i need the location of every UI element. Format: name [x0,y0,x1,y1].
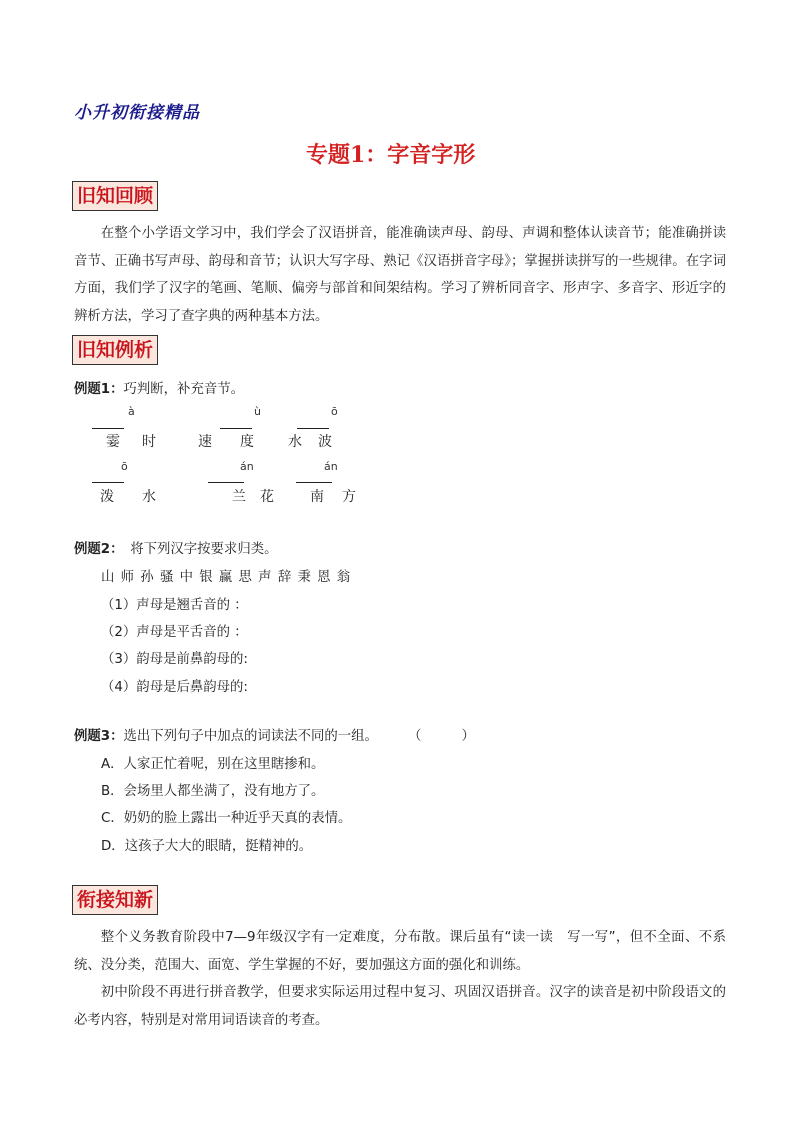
bridge-paragraph-1: 整个义务教育阶段中7—9年级汉字有一定难度，分布散。课后虽有“读一读 写一写”，但不全面、不系统、没分类，范围大、面宽、学生掌握的不好，要加强这方面的强化和训练。 [74,930,726,973]
pinyin-text: à [128,405,135,418]
pinyin-text: ō [331,405,338,418]
example3-option: D．这孩子大大的眼睛，挺精神的。 [101,839,313,854]
example3-option: C．奶奶的脸上露出一种近乎天真的表情。 [101,811,352,826]
section-heading-examples: 旧知例析 [72,335,158,365]
example3-prompt: 选出下列句子中加点的词读法不同的一组。 [123,729,378,744]
hanzi: 度 [240,434,254,450]
hanzi: 水 [142,489,156,505]
review-paragraph: 在整个小学语文学习中，我们学会了汉语拼音，能准确读声母、韵母、声调和整体认读音节；能准确拼读音节、正确书写声母、韵母和音节；认识大写字母、熟记《汉语拼音字母》；掌握拼读拼写的一些规律。在字词方面，我们学了汉字的笔画、笔顺、偏旁与部首和间架结构。学习了辨析同音字、形声字、多音字、形近字的辨析方法，学习了查字典的两种基本方法。 [74,226,726,324]
example1-label: 例题1： [74,382,124,397]
example3-label: 例题3： [74,729,124,744]
hanzi: 霎 [106,434,120,450]
hanzi: 时 [142,434,156,450]
section-heading-bridge: 衔接知新 [72,885,158,915]
pinyin-blank [208,482,244,483]
example3 [74,725,378,744]
hanzi: 速 [198,434,212,450]
example2-item: （4）韵母是后鼻韵母的: [101,680,248,695]
example2 [74,538,278,557]
hanzi: 兰 [232,489,246,505]
pinyin-blank [92,482,124,483]
example2-item: （3）韵母是前鼻韵母的: [101,652,248,667]
hanzi: 水 [288,434,302,450]
example3-option: B．会场里人都坐满了，没有地方了。 [101,784,325,799]
pinyin-blank [296,482,332,483]
example2-item: （2）声母是平舌音的 ： [101,625,248,640]
example1-prompt: 巧判断，补充音节。 [123,382,245,397]
hanzi: 泼 [100,489,114,505]
example2-prompt: 将下列汉字按要求归类。 [130,542,278,557]
pinyin-text: ù [254,405,261,418]
hanzi: 波 [318,434,332,450]
hanzi: 南 [310,489,324,505]
section-heading-review: 旧知回顾 [72,181,158,211]
document-title: 专题1：字音字形 [306,142,476,168]
example2-label: 例题2： [74,542,124,557]
pinyin-text: án [240,460,254,473]
pinyin-blank [92,428,124,429]
example1 [74,378,244,397]
example2-item: （1）声母是翘舌音的 ： [101,598,248,613]
pinyin-blank [220,428,252,429]
example3-answer-blank: （ ） [408,729,475,744]
header-brand: 小升初衔接精品 [74,103,200,123]
pinyin-text: ō [121,460,128,473]
example3-option: A．人家正忙着呢，别在这里瞎掺和。 [101,757,325,772]
bridge-paragraph-2: 初中阶段不再进行拼音教学，但要求实际运用过程中复习、巩固汉语拼音。汉字的读音是初中阶段语文的必考内容，特别是对常用词语读音的考查。 [74,985,726,1028]
hanzi: 花 [260,489,274,505]
pinyin-blank [297,428,329,429]
example2-chars: 山 师 孙 骚 中 银 赢 思 声 辞 秉 恩 翁 [101,570,352,585]
hanzi: 方 [342,489,356,505]
pinyin-text: án [324,460,338,473]
